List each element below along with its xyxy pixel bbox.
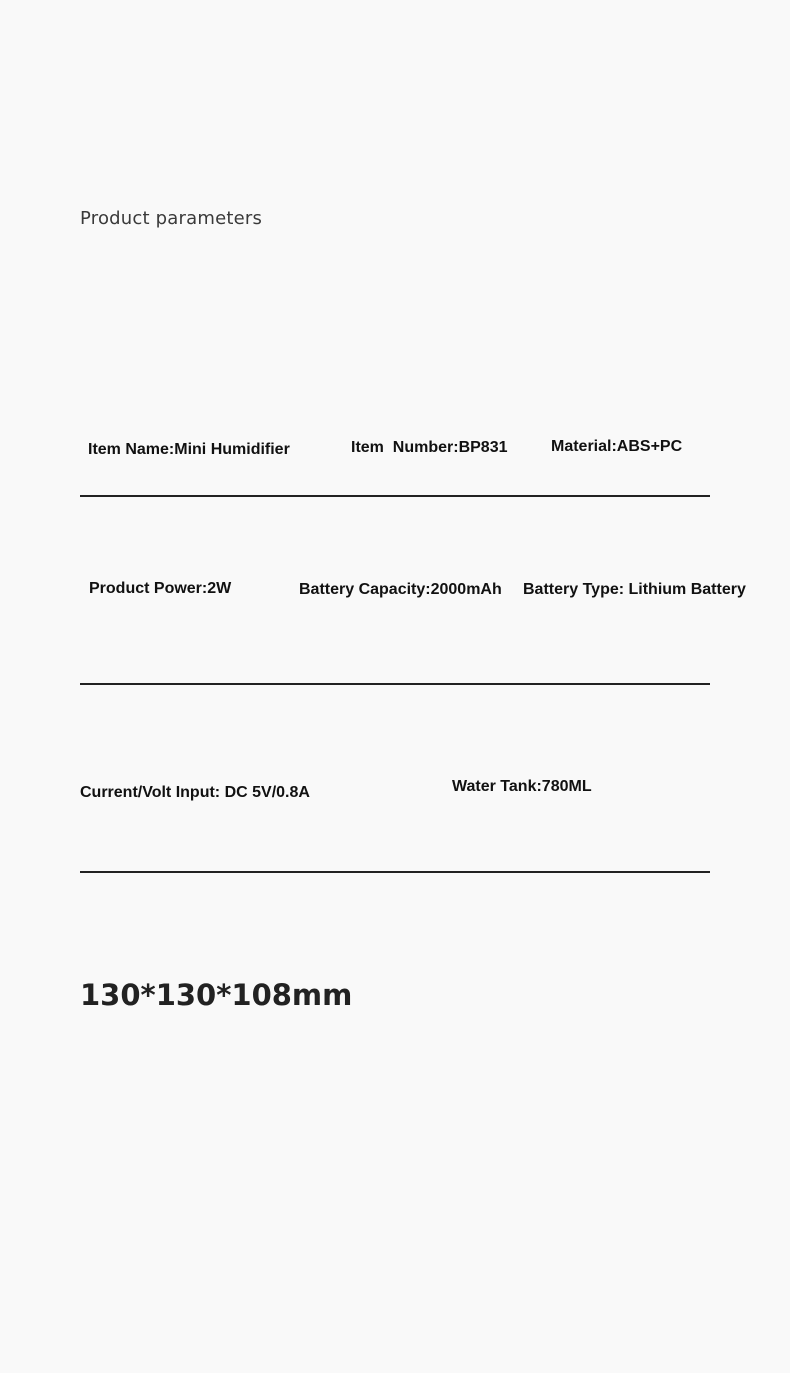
param-current-volt-input: Current/Volt Input: DC 5V/0.8A (80, 784, 310, 801)
param-product-power: Product Power:2W (89, 580, 232, 597)
section-title: Product parameters (80, 208, 263, 229)
row-divider-2 (80, 683, 710, 685)
param-item-name: Item Name:Mini Humidifier (88, 441, 290, 458)
param-material: Material:ABS+PC (551, 438, 683, 455)
param-battery-capacity: Battery Capacity:2000mAh (299, 581, 502, 598)
product-dimensions: 130*130*108mm (80, 978, 353, 1012)
param-battery-type: Battery Type: Lithium Battery (523, 581, 746, 598)
param-item-number: Item Number:BP831 (351, 439, 508, 456)
row-divider-1 (80, 495, 710, 497)
param-water-tank: Water Tank:780ML (452, 778, 592, 795)
row-divider-3 (80, 871, 710, 873)
